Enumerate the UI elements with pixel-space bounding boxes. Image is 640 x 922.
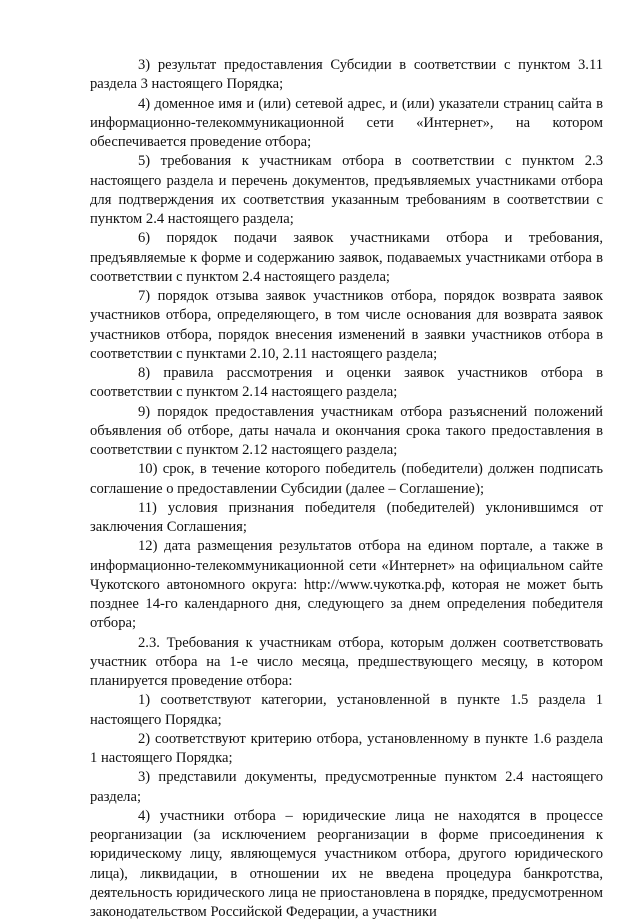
document-page bbox=[90, 56, 603, 922]
section-2-3-heading: 2.3. Требования к участникам отбора, которым должен соответствовать участник отбора на 1-е число месяца, предшествующего месяцу, в котором планируется проведение отбора: bbox=[90, 634, 603, 689]
list-item-7: 7) порядок отзыва заявок участников отбора, порядок возврата заявок участников отбора, определяющего, в том числе основания для возврата заявок участников отбора, порядок внесения изменений в заявки участников отбора в соответствии с пунктами 2.10, 2.11 настоящего раздела; bbox=[90, 288, 603, 362]
list-item-6: 6) порядок подачи заявок участниками отбора и требования, предъявляемые к форме и содержанию заявок, подаваемых участниками отбора в соответствии с пунктом 2.4 настоящего раздела; bbox=[90, 230, 603, 285]
list-item-12: 12) дата размещения результатов отбора на едином портале, а также в информационно-телекоммуникационной сети «Интернет» на официальном сайте Чукотского автономного округа: http://www.чукотка.рф, которая не может быть позднее 14-го календарного дня, следующего за днем определения победителя отбора; bbox=[90, 538, 603, 632]
requirement-item-3: 3) представили документы, предусмотренные пунктом 2.4 настоящего раздела; bbox=[90, 769, 603, 805]
requirement-item-4: 4) участники отбора – юридические лица не находятся в процессе реорганизации (за исключением реорганизации в форме присоединения к юридическому лицу, являющемуся участником отбора, другого юридического лица), ликвидации, в отношении их не введена процедура банкротства, деятельность юридического лица не приостановлена в порядке, предусмотренном законодательством Российской Федерации, а участники bbox=[90, 807, 603, 920]
list-item-11: 11) условия признания победителя (победителей) уклонившимся от заключения Соглашения; bbox=[90, 499, 603, 535]
list-item-10: 10) срок, в течение которого победитель (победители) должен подписать соглашение о предоставлении Субсидии (далее – Соглашение); bbox=[90, 461, 603, 497]
list-item-5: 5) требования к участникам отбора в соответствии с пунктом 2.3 настоящего раздела и перечень документов, предъявляемых участниками отбора для подтверждения их соответствия указанным требованиям в соответствии с пунктом 2.4 настоящего раздела; bbox=[90, 153, 603, 227]
list-item-3: 3) результат предоставления Субсидии в соответствии с пунктом 3.11 раздела 3 настоящего Порядка; bbox=[90, 57, 603, 93]
list-item-8: 8) правила рассмотрения и оценки заявок участников отбора в соответствии с пунктом 2.14 настоящего раздела; bbox=[90, 365, 603, 401]
list-item-4: 4) доменное имя и (или) сетевой адрес, и (или) указатели страниц сайта в информационно-телекоммуникационной сети «Интернет», на котором обеспечивается проведение отбора; bbox=[90, 95, 603, 150]
requirement-item-1: 1) соответствуют категории, установленной в пункте 1.5 раздела 1 настоящего Порядка; bbox=[90, 692, 603, 728]
list-item-9: 9) порядок предоставления участникам отбора разъяснений положений объявления об отборе, даты начала и окончания срока такого предоставления в соответствии с пунктом 2.12 настоящего раздела; bbox=[90, 403, 603, 458]
requirement-item-2: 2) соответствуют критерию отбора, установленному в пункте 1.6 раздела 1 настоящего Порядка; bbox=[90, 730, 603, 766]
